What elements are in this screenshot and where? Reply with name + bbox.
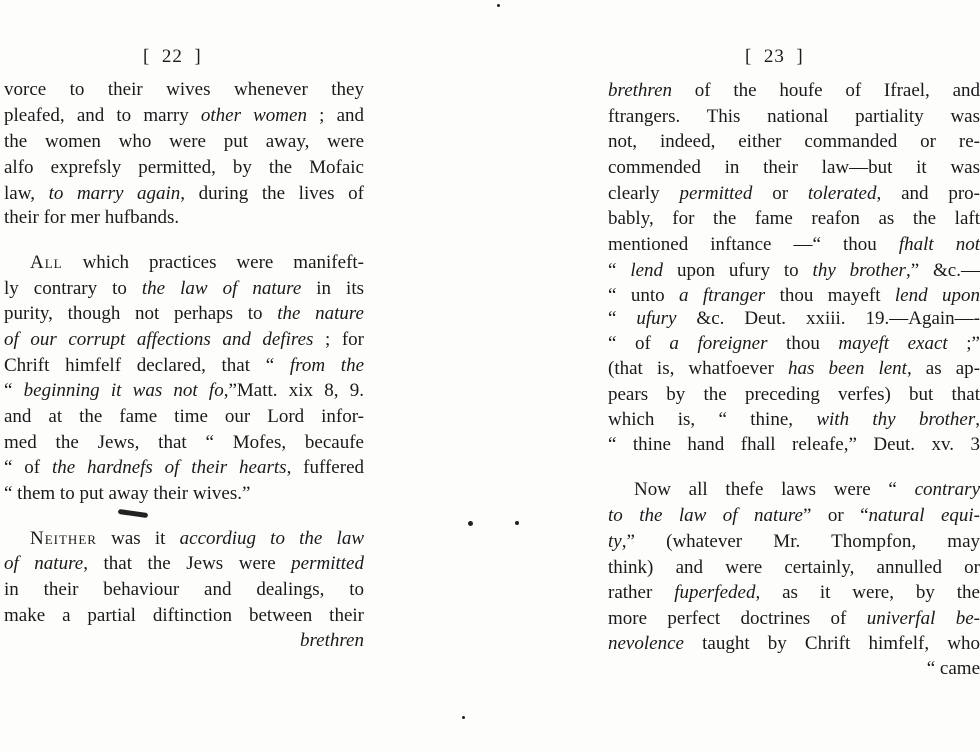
text-line: “ of the hardnefs of their hearts, fuffered: [4, 457, 364, 478]
text-line: purity, though not perhaps to the nature: [4, 303, 364, 324]
text-line: Chrift himfelf declared, that “ from the: [4, 355, 365, 376]
text-line: brethren of the houfe of Ifrael, and: [608, 80, 980, 101]
ink-speck: [515, 521, 519, 525]
text-line: of nature, that the Jews were permitted: [4, 553, 364, 574]
text-line: (that is, whatfoever has been lent, as ap-: [608, 358, 980, 379]
text-line: “ unto a ftranger thou mayeft lend upon: [608, 285, 980, 306]
text-line: “ of a foreigner thou mayeft exact ;”: [608, 333, 980, 354]
ink-speck: [462, 716, 465, 719]
text-line: vorce to their wives whenever they: [4, 79, 364, 100]
catchword: “ came: [926, 658, 980, 679]
text-line: not, indeed, either commanded or re-: [608, 131, 980, 152]
ink-speck: [468, 521, 473, 526]
text-line: “ ufury &c. Deut. xxiii. 19.—Again—-: [608, 308, 980, 329]
text-line: bably, for the fame reafon as the laft: [608, 208, 980, 229]
text-line: think) and were certainly, annulled or: [608, 557, 980, 578]
text-line: alfo exprefsly permitted, by the Mofaic: [4, 157, 364, 178]
text-line: “ beginning it was not fo,”Matt. xix 8, 9.: [4, 380, 364, 401]
left-page: [0, 0, 380, 752]
text-line: which is, “ thine, with thy brother,: [608, 409, 980, 430]
text-line: their for mer hufbands.: [4, 207, 180, 228]
text-line: more perfect doctrines of univerfal be-: [608, 608, 980, 629]
text-line: mentioned inftance —“ thou fhalt not: [608, 234, 980, 255]
text-line: All which practices were manifeft-: [30, 252, 364, 273]
text-line: ty,” (whatever Mr. Thompfon, may: [608, 531, 980, 552]
text-line: Now all thefe laws were “ contrary: [634, 479, 980, 500]
text-line: pleafed, and to marry other women ; and: [4, 105, 364, 126]
page-number-22: [ 22 ]: [143, 46, 202, 67]
catchword: brethren: [299, 630, 364, 651]
text-line: clearly permitted or tolerated, and pro-: [608, 183, 980, 204]
text-line: ly contrary to the law of nature in its: [4, 278, 365, 299]
text-line: “ lend upon ufury to thy brother,” &c.—: [608, 260, 980, 281]
text-line: in their behaviour and dealings, to: [4, 579, 364, 600]
text-line: and at the fame time our Lord infor-: [4, 406, 364, 427]
ink-speck: [497, 4, 500, 7]
text-line: pears by the preceding verfes) but that: [608, 384, 980, 405]
text-line: rather fuperfeded, as it were, by the: [608, 582, 980, 603]
page-number-23: [ 23 ]: [745, 46, 804, 67]
text-line: “ them to put away their wives.”: [4, 483, 251, 504]
text-line: “ thine hand fhall releafe,” Deut. xv. 3: [608, 434, 980, 455]
text-line: commended in their law—but it was: [608, 157, 980, 178]
text-line: law, to marry again, during the lives of: [4, 183, 364, 204]
text-line: med the Jews, that “ Mofes, becaufe: [4, 432, 364, 453]
text-line: Neither was it accordiug to the law: [30, 528, 365, 549]
text-line: of our corrupt affections and defires ; for: [4, 329, 364, 350]
text-line: to the law of nature” or “natural equi-: [608, 505, 980, 526]
right-page: [600, 0, 980, 752]
text-line: make a partial diftinction between their: [4, 605, 364, 626]
text-line: nevolence taught by Chrift himfelf, who: [608, 633, 980, 654]
text-line: ftrangers. This national partiality was: [608, 106, 980, 127]
text-line: the women who were put away, were: [4, 131, 364, 152]
